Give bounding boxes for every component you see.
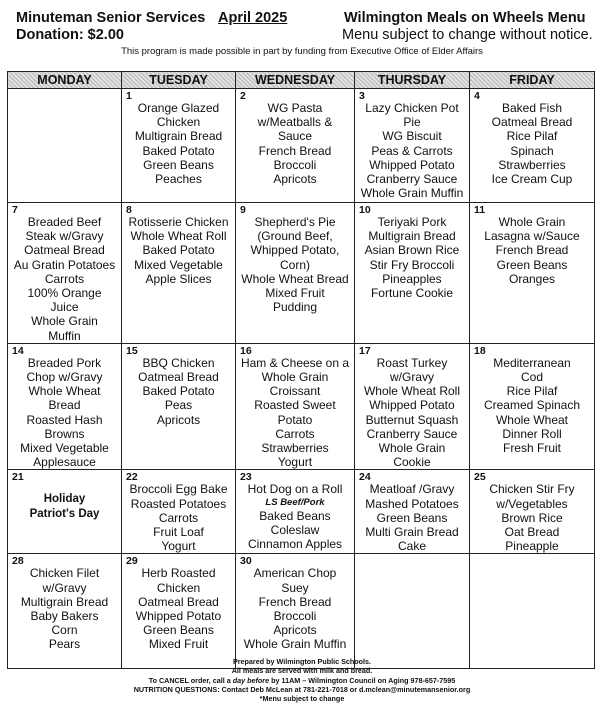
menu-item: Corn)	[279, 257, 310, 272]
menu-item: Roast Turkey	[376, 355, 448, 370]
day-cell	[236, 89, 355, 203]
menu-item: Ice Cream Cup	[491, 172, 573, 187]
menu-item: Stir Fry Broccoli	[369, 257, 455, 272]
funding-note: This program is made possible in part by funding from Executive Office of Elder Affairs	[121, 46, 483, 57]
menu-item: Pie	[403, 115, 421, 130]
day-number: 9	[240, 204, 246, 216]
day-number: 1	[126, 90, 132, 102]
day-cell	[236, 343, 355, 470]
menu-items	[355, 344, 469, 470]
menu-item: Potato	[277, 412, 313, 427]
menu-items	[8, 203, 121, 343]
week-row	[8, 343, 595, 470]
menu-item: WG Pasta	[267, 101, 323, 115]
menu-item: Suey	[281, 580, 309, 595]
menu-item: Rotisserie Chicken	[128, 215, 229, 229]
menu-item: Broccoli Egg Bake	[129, 482, 228, 497]
menu-item: Peas & Carrots	[371, 143, 453, 158]
day-cell	[355, 470, 470, 554]
day-cell	[8, 203, 122, 344]
menu-item: Oatmeal Bread	[24, 243, 105, 258]
menu-item: Pineapples	[382, 271, 442, 286]
menu-item: Roasted Sweet	[254, 398, 336, 413]
menu-item: Breaded Beef	[27, 215, 102, 229]
menu-item: Oatmeal Bread	[138, 594, 219, 609]
menu-item: Oatmeal Bread	[138, 370, 219, 385]
menu-item: Whole Grain	[31, 314, 98, 329]
menu-item: Multigrain Bread	[20, 594, 109, 609]
menu-items	[8, 344, 121, 470]
menu-item: Muffin	[48, 328, 81, 343]
day-cell	[122, 343, 236, 470]
menu-items	[355, 203, 469, 300]
menu-item: Whole Wheat Roll	[363, 384, 461, 399]
day-cell	[355, 554, 470, 669]
menu-items	[470, 470, 594, 553]
menu-item: Whipped Potato	[369, 157, 455, 172]
menu-item: Mixed Fruit	[148, 637, 209, 652]
menu-items	[8, 554, 121, 651]
day-cell	[236, 470, 355, 554]
menu-item: Chicken	[156, 115, 201, 130]
menu-item: Bread	[48, 398, 81, 413]
menu-item: Mixed Fruit	[265, 286, 325, 301]
menu-item: Pineapple	[505, 539, 559, 554]
day-cell	[8, 470, 122, 554]
menu-item: Whole Wheat	[28, 384, 101, 399]
menu-item: French Bread	[495, 243, 569, 258]
day-number: 10	[359, 204, 371, 216]
menu-items	[122, 89, 235, 186]
menu-item: Au Gratin Potatoes	[13, 257, 116, 272]
menu-item: Whole Grain	[261, 370, 329, 385]
menu-item: Oatmeal Bread	[491, 115, 573, 130]
menu-item: French Bread	[258, 143, 332, 158]
menu-item: Whole Wheat	[495, 412, 569, 427]
menu-item: Rice Pilaf	[506, 129, 558, 144]
menu-items	[122, 203, 235, 286]
menu-item: Chicken	[156, 580, 201, 595]
menu-item: Butternut Squash	[365, 412, 459, 427]
day-cell	[470, 554, 595, 669]
menu-item: 100% Orange	[27, 286, 102, 301]
day-cell	[236, 554, 355, 669]
menu-item: Chop w/Gravy	[26, 370, 103, 385]
menu-item: Multigrain Bread	[368, 229, 456, 244]
menu-item: Roasted Potatoes	[130, 496, 227, 511]
menu-items	[236, 344, 354, 470]
day-cell	[355, 343, 470, 470]
day-number: 2	[240, 90, 246, 102]
menu-item: Yogurt	[161, 539, 196, 554]
day-cell	[122, 89, 236, 203]
menu-items	[122, 470, 235, 553]
menu-item: BBQ Chicken	[142, 355, 215, 370]
menu-item: Multi Grain Bread	[365, 525, 459, 540]
program-title: Wilmington Meals on Wheels Menu	[344, 10, 586, 26]
menu-item: Cake	[397, 539, 426, 554]
weekday-thursday: THURSDAY	[355, 72, 470, 89]
menu-item: Mashed Potatoes	[365, 496, 459, 511]
footer-cancel-a: To CANCEL order, call a	[148, 675, 233, 685]
day-number: 11	[474, 204, 486, 216]
day-cell	[8, 343, 122, 470]
page-header	[16, 8, 594, 42]
menu-item: Juice	[50, 300, 79, 315]
menu-item: Green Beans	[496, 257, 568, 272]
menu-item: Mediterranean	[493, 355, 571, 370]
menu-items	[122, 554, 235, 651]
menu-item: Corn	[51, 623, 78, 638]
menu-items	[236, 470, 354, 551]
week-row	[8, 203, 595, 344]
menu-item: Chicken Filet	[29, 566, 100, 581]
menu-item: Fruit Loaf	[153, 525, 204, 540]
menu-item: Whole Grain Muffin	[360, 186, 464, 201]
footer-cancel-b: day before	[232, 675, 270, 685]
menu-item: Peas	[164, 398, 193, 413]
menu-item: Baked Fish	[501, 101, 563, 115]
holiday-line: Holiday	[43, 493, 86, 506]
menu-item: Cinnamon Apples	[247, 537, 343, 552]
menu-item: Whipped Potato,	[250, 243, 340, 258]
menu-items	[355, 470, 469, 553]
menu-item: Dinner Roll	[502, 426, 562, 441]
menu-item: Yogurt	[277, 455, 313, 470]
menu-item: Oranges	[508, 271, 556, 286]
day-number: 18	[474, 344, 486, 357]
menu-item: Cranberry Sauce	[366, 172, 458, 187]
day-cell	[122, 470, 236, 554]
menu-item: w/Gravy	[389, 370, 434, 385]
day-cell	[122, 203, 236, 344]
menu-items	[236, 554, 354, 651]
footer-cancel-info	[0, 676, 604, 685]
week-row	[8, 470, 595, 554]
menu-item: Mixed Vegetable	[134, 257, 223, 272]
menu-item: Baked Potato	[142, 143, 215, 158]
menu-item: Orange Glazed	[137, 101, 220, 115]
menu-items	[236, 89, 354, 186]
day-cell	[470, 89, 595, 203]
menu-item: Pears	[48, 637, 81, 652]
footer-cancel-c: by 11AM – Wilmington Council on Aging 978-657-7595	[269, 675, 456, 685]
day-cell	[8, 554, 122, 669]
menu-item: Ham & Cheese on a	[240, 355, 350, 370]
menu-item: Whole Wheat Roll	[130, 229, 227, 244]
menu-item-alternate: LS Beef/Pork	[265, 496, 325, 508]
organization-name: Minuteman Senior Services	[16, 10, 206, 26]
menu-items	[470, 203, 594, 286]
menu-item: Croissant	[269, 384, 321, 399]
menu-item: Apricots	[156, 412, 201, 427]
menu-item: Pudding	[272, 300, 318, 315]
day-number: 15	[126, 344, 138, 357]
day-number: 14	[12, 344, 24, 357]
footer-notes	[0, 657, 604, 703]
day-cell	[8, 89, 122, 203]
menu-item: Creamed Spinach	[483, 398, 581, 413]
weekday-tuesday: TUESDAY	[122, 72, 236, 89]
menu-item: Green Beans	[376, 510, 448, 525]
menu-item: Coleslaw	[270, 522, 320, 537]
menu-item: Carrots	[275, 426, 315, 441]
menu-item: Chicken Stir Fry	[489, 482, 575, 497]
menu-item: Whole Wheat Bread	[241, 271, 349, 286]
week-row	[8, 89, 595, 203]
menu-item: Whipped Potato	[135, 609, 222, 624]
menu-item: Carrots	[44, 271, 85, 286]
menu-item: Multigrain Bread	[134, 129, 223, 144]
menu-item: w/Meatballs &	[257, 115, 333, 130]
weekday-friday: FRIDAY	[470, 72, 595, 89]
weekday-wednesday: WEDNESDAY	[236, 72, 355, 89]
menu-item: Browns	[44, 426, 85, 441]
menu-item: Applesauce	[33, 455, 96, 470]
day-number: 16	[240, 344, 252, 357]
menu-item: Oat Bread	[504, 525, 560, 540]
menu-items	[236, 203, 354, 314]
menu-item: Shepherd's Pie	[254, 215, 336, 229]
menu-item: Carrots	[158, 510, 199, 525]
menu-item: Whipped Potato	[369, 398, 455, 413]
day-number: 25	[474, 471, 486, 484]
day-number: 7	[12, 204, 18, 216]
day-number: 24	[359, 471, 371, 484]
menu-item: Teriyaki Pork	[377, 215, 447, 229]
menu-items	[355, 89, 469, 200]
menu-item: Fresh Fruit	[502, 441, 561, 456]
menu-item: Mixed Vegetable	[20, 441, 109, 456]
footer-subject-change: *Menu subject to change	[259, 694, 345, 704]
menu-item: French Bread	[258, 594, 332, 609]
footer-milk-bread: All meals are served with milk and bread.	[231, 666, 373, 676]
menu-item: Fortune Cookie	[370, 286, 454, 301]
menu-item: Apricots	[273, 172, 317, 187]
menu-item: Strawberries	[261, 441, 329, 456]
day-number: 21	[12, 471, 24, 484]
menu-item: Green Beans	[143, 157, 214, 172]
day-cell	[355, 89, 470, 203]
holiday-label	[8, 470, 121, 521]
menu-item: Baked Beans	[259, 508, 331, 523]
menu-item: Peaches	[155, 172, 202, 187]
menu-item: Spinach	[510, 143, 554, 158]
menu-item: Whole Grain Muffin	[243, 637, 347, 652]
holiday-line: Patriot's Day	[29, 507, 100, 520]
menu-item: Baked Potato	[142, 243, 215, 258]
menu-item: Hot Dog on a Roll	[247, 482, 343, 497]
day-number: 28	[12, 555, 24, 568]
menu-items	[470, 344, 594, 455]
donation-amount: Donation: $2.00	[16, 27, 124, 43]
footer-prepared-by: Prepared by Wilmington Public Schools.	[232, 657, 372, 666]
day-number: 30	[240, 555, 252, 568]
menu-item: WG Biscuit	[382, 129, 442, 144]
menu-items	[470, 89, 594, 186]
day-number: 22	[126, 471, 138, 484]
weekday-header-row	[8, 72, 595, 89]
footer-nutrition-contact: NUTRITION QUESTIONS: Contact Deb McLean at 781-221-7018 or d.mclean@minutemansenior.org	[133, 684, 471, 694]
day-number: 3	[359, 90, 365, 102]
day-number: 23	[240, 471, 252, 484]
menu-item: Cod	[520, 370, 543, 385]
menu-item: Broccoli	[273, 609, 317, 624]
menu-item: Cranberry Sauce	[366, 426, 458, 441]
menu-item: Apple Slices	[145, 271, 212, 286]
day-number: 4	[474, 90, 480, 102]
day-cell	[355, 203, 470, 344]
weekday-monday: MONDAY	[8, 72, 122, 89]
menu-item: Whole Grain	[378, 441, 446, 456]
menu-item: Lasagna w/Sauce	[484, 229, 580, 244]
menu-item: Strawberries	[498, 157, 566, 172]
menu-item: Brown Rice	[501, 510, 563, 525]
day-cell	[470, 203, 595, 344]
change-notice: Menu subject to change without notice.	[342, 27, 593, 43]
day-cell	[236, 203, 355, 344]
menu-item: Lazy Chicken Pot	[365, 101, 459, 115]
menu-item: Whole Grain	[498, 215, 566, 229]
menu-item: Cookie	[393, 455, 431, 470]
menu-item: Baby Bakers	[30, 609, 99, 624]
menu-item: Breaded Pork	[27, 355, 102, 370]
day-cell	[470, 470, 595, 554]
menu-item: American Chop	[253, 566, 337, 581]
menu-item: Rice Pilaf	[506, 384, 558, 399]
day-number: 29	[126, 555, 138, 568]
menu-month: April 2025	[218, 10, 288, 26]
menu-item: Baked Potato	[142, 384, 215, 399]
menu-item: Sauce	[277, 129, 313, 144]
menu-item: (Ground Beef,	[257, 229, 333, 244]
menu-item: Roasted Hash	[26, 412, 103, 427]
menu-items	[122, 344, 235, 427]
day-number: 17	[359, 344, 371, 357]
menu-item: w/Vegetables	[496, 496, 568, 511]
menu-item: Asian Brown Rice	[364, 243, 460, 258]
menu-item: Apricots	[273, 623, 317, 638]
menu-item: Herb Roasted	[141, 566, 216, 581]
menu-item: Steak w/Gravy	[25, 229, 104, 244]
menu-item: Broccoli	[273, 157, 317, 172]
day-number: 8	[126, 204, 132, 216]
menu-calendar	[7, 71, 595, 669]
day-cell	[470, 343, 595, 470]
menu-item: Meatloaf /Gravy	[369, 482, 455, 497]
menu-item: w/Gravy	[42, 580, 87, 595]
day-cell	[122, 554, 236, 669]
week-row	[8, 554, 595, 669]
menu-item: Green Beans	[143, 623, 214, 638]
